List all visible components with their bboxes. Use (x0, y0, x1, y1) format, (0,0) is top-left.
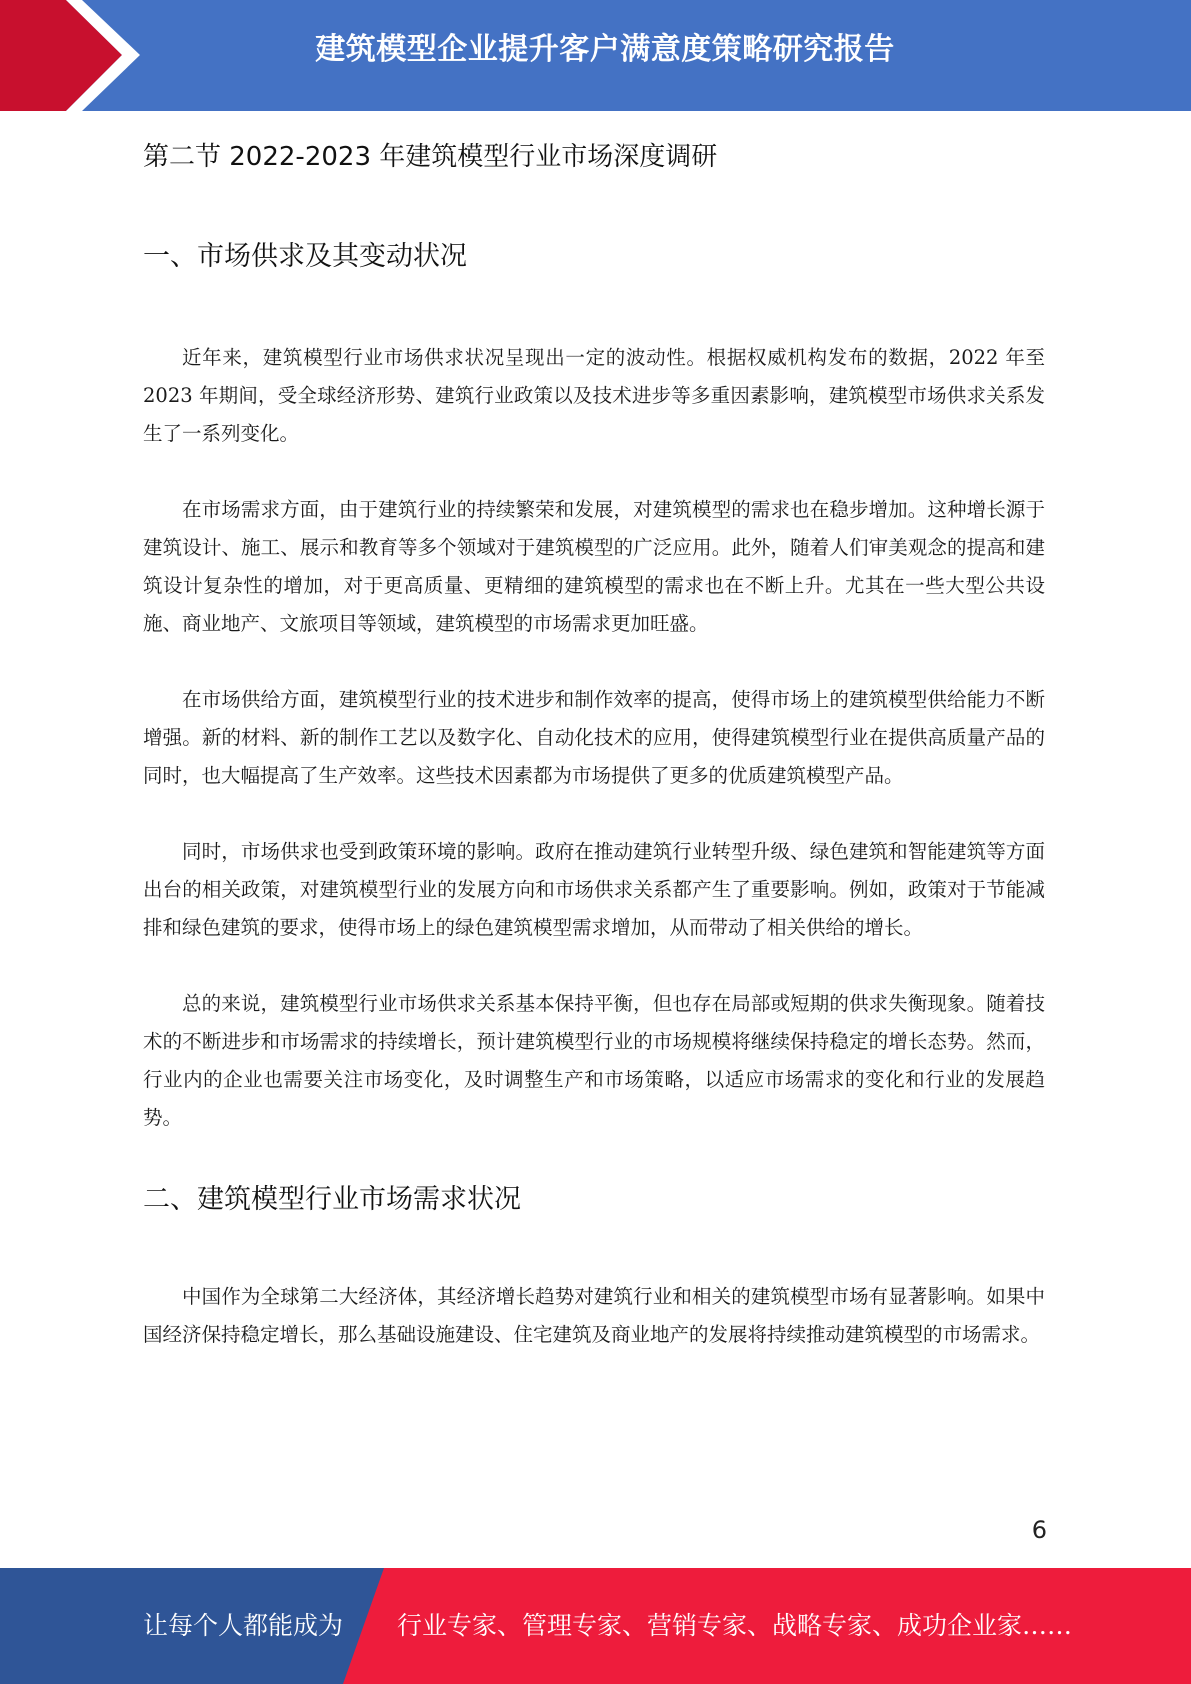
header-band (0, 0, 1191, 111)
paragraph: 近年来，建筑模型行业市场供求状况呈现出一定的波动性。根据权威机构发布的数据，2022 年至 2023 年期间，受全球经济形势、建筑行业政策以及技术进步等多重因素影响，建筑模型市场供求关系发生了一系列变化。 (143, 346, 1045, 445)
paragraph: 同时，市场供求也受到政策环境的影响。政府在推动建筑行业转型升级、绿色建筑和智能建筑等方面出台的相关政策，对建筑模型行业的发展方向和市场供求关系都产生了重要影响。例如，政策对于节能减排和绿色建筑的要求，使得市场上的绿色建筑模型需求增加，从而带动了相关供给的增长。 (143, 840, 1045, 939)
main-content (143, 120, 1045, 1354)
footer-slogan-left: 让每个人都能成为 (143, 1611, 344, 1640)
paragraph: 总的来说，建筑模型行业市场供求关系基本保持平衡，但也存在局部或短期的供求失衡现象。随着技术的不断进步和市场需求的持续增长，预计建筑模型行业的市场规模将继续保持稳定的增长态势。然而，行业内的企业也需要关注市场变化，及时调整生产和市场策略，以适应市场需求的变化和行业的发展趋势。 (143, 992, 1045, 1129)
paragraph: 在市场供给方面，建筑模型行业的技术进步和制作效率的提高，使得市场上的建筑模型供给能力不断增强。新的材料、新的制作工艺以及数字化、自动化技术的应用，使得建筑模型行业在提供高质量产品的同时，也大幅提高了生产效率。这些技术因素都为市场提供了更多的优质建筑模型产品。 (143, 688, 1045, 787)
section-heading-market-demand: 二、建筑模型行业市场需求状况 (143, 1184, 521, 1215)
paragraph: 中国作为全球第二大经济体，其经济增长趋势对建筑行业和相关的建筑模型市场有显著影响。如果中国经济保持稳定增长，那么基础设施建设、住宅建筑及商业地产的发展将持续推动建筑模型的市场需求。 (143, 1285, 1045, 1346)
paragraph: 在市场需求方面，由于建筑行业的持续繁荣和发展，对建筑模型的需求也在稳步增加。这种增长源于建筑设计、施工、展示和教育等多个领域对于建筑模型的广泛应用。此外，随着人们审美观念的提高和建筑设计复杂性的增加，对于更高质量、更精细的建筑模型的需求也在不断上升。尤其在一些大型公共设施、商业地产、文旅项目等领域，建筑模型的市场需求更加旺盛。 (143, 498, 1045, 635)
page-number: 6 (1031, 1516, 1047, 1544)
report-title: 建筑模型企业提升客户满意度策略研究报告 (315, 32, 895, 67)
footer-band (0, 1568, 1191, 1684)
header-arrow-decoration (0, 0, 160, 111)
section-heading-supply-demand: 一、市场供求及其变动状况 (143, 241, 467, 272)
chapter-section-title: 第二节 2022-2023 年建筑模型行业市场深度调研 (143, 142, 718, 172)
footer-slogan-right: 行业专家、管理专家、营销专家、战略专家、成功企业家…… (397, 1611, 1073, 1640)
